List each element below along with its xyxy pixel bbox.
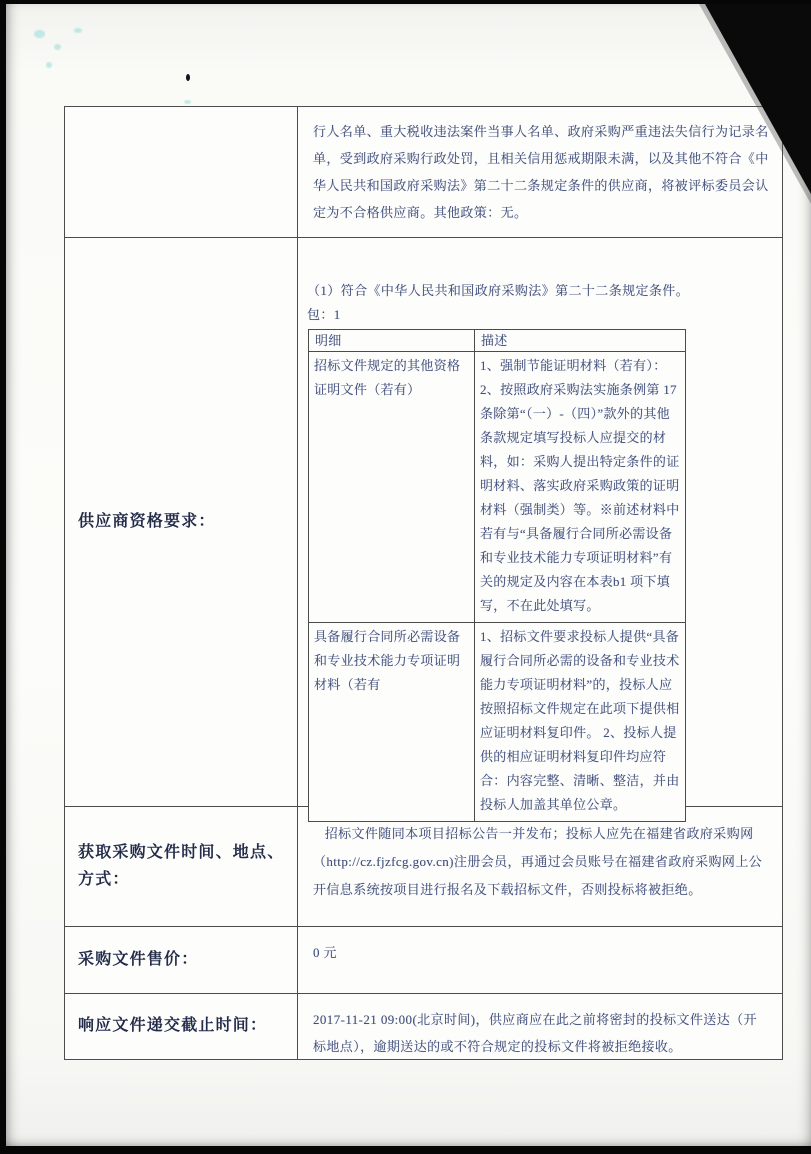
table-header-row [309,330,686,352]
description-cell: 1、强制节能证明材料（若有）： 2、按照政府采购法实施条例第 17 条除第“（一）-（四）”款外的其他条款规定填写投标人应提交的材料，如：采购人提出特定条件的证明材料、落实政府采购政策的证明材料（强制类）等。※前述材料中若有与“具备履行合同所必需设备和专业技术能力专项证明材料”有关的规定及内容在本表b1 项下填写，不在此处填写。 [475,352,686,623]
description-cell: 1、招标文件要求投标人提供“具备履行合同所必需的设备和专业技术能力专项证明材料”的，投标人应按照招标文件规定在此项下提供相应证明材料复印件。 2、投标人提供的相应证明材料复印件均应符合：内容完整、清晰、整洁，并由投标人加盖其单位公章。 [475,623,686,822]
document-page [6,4,811,1146]
paragraph: 行人名单、重大税收违法案件当事人名单、政府采购严重违法失信行为记录名单，受到政府采购行政处罚，且相关信用惩戒期限未满，以及其他不符合《中华人民共和国政府采购法》第二十二条规定条件的供应商，将被评标委员会认定为不合格供应商。其他政策：无。 [313,124,769,220]
scan-smudge [184,100,191,104]
row-label-supplier-qualification [65,238,298,806]
label-text: 获取采购文件时间、地点、方式： [78,844,285,888]
qualification-detail-table [308,329,686,822]
submission-deadline-content [298,994,782,1059]
supplier-qualification-content [298,238,782,812]
paragraph: 招标文件随同本项目招标公告一并发布；投标人应先在福建省政府采购网（http://cz.fjzfcg.gov.cn)注册会员，再通过会员账号在福建省政府采购网上公开信息系统按项目进行报名及下载招标文件，否则投标将被拒绝。 [313,826,763,897]
package-number: 包：1 [307,307,341,322]
scan-smudge [54,44,61,50]
qualification-clause: （1）符合《中华人民共和国政府采购法》第二十二条规定条件。 [307,283,690,298]
procurement-info-table [64,106,783,1060]
scan-smudge [46,62,52,68]
row-label-obtain-documents [65,807,298,926]
row-label-submission-deadline [65,994,298,1059]
supplier-blacklist-text [298,107,782,237]
table-row [65,237,782,812]
obtain-documents-content [298,807,782,926]
label-text: 采购文件售价： [78,950,199,968]
table-row [65,926,782,993]
scan-smudge [34,30,45,38]
label-text: 响应文件递交截止时间： [78,1017,268,1035]
deadline-text: 2017-11-21 09:00(北京时间)，供应商应在此之前将密封的投标文件送达（开标地点），逾期送达的或不符合规定的投标文件将被拒绝接收。 [313,1012,757,1054]
detail-cell: 招标文件规定的其他资格证明文件（若有） [309,352,475,623]
detail-cell: 具备履行合同所必需设备和专业技术能力专项证明材料（若有 [309,623,475,822]
label-text: 供应商资格要求： [78,512,216,530]
table-row [309,352,686,623]
document-price-content [298,927,782,993]
scan-speck [186,74,190,81]
scan-smudge [74,28,82,33]
row-label-empty [65,107,298,237]
table-row [309,623,686,822]
price-value: 0 元 [313,945,337,960]
table-row [65,806,782,926]
table-row [65,107,782,237]
row-label-document-price [65,927,298,993]
column-header-description: 描述 [475,330,686,352]
table-row [65,993,782,1059]
column-header-detail: 明细 [309,330,475,352]
